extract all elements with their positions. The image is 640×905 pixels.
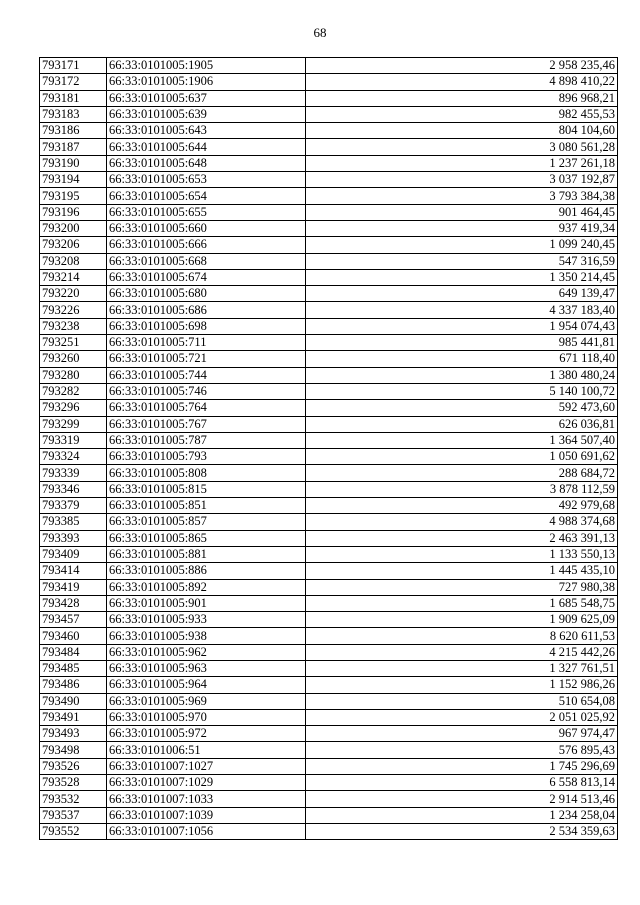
cell-id: 793486 [40,677,107,693]
table-row [40,335,618,351]
cell-value: 592 473,60 [306,400,618,416]
cell-cadastral-number: 66:33:0101005:938 [107,628,306,644]
cell-value: 626 036,81 [306,416,618,432]
cell-cadastral-number: 66:33:0101005:886 [107,563,306,579]
cell-cadastral-number: 66:33:0101005:654 [107,188,306,204]
cell-value: 1 445 435,10 [306,563,618,579]
cell-cadastral-number: 66:33:0101005:639 [107,106,306,122]
cell-cadastral-number: 66:33:0101005:643 [107,123,306,139]
table-row [40,758,618,774]
cell-id: 793457 [40,612,107,628]
cell-cadastral-number: 66:33:0101005:972 [107,726,306,742]
cell-value: 982 455,53 [306,106,618,122]
cell-value: 4 988 374,68 [306,514,618,530]
cell-id: 793208 [40,253,107,269]
cell-id: 793172 [40,74,107,90]
cell-id: 793490 [40,693,107,709]
cell-value: 671 118,40 [306,351,618,367]
cell-cadastral-number: 66:33:0101005:787 [107,432,306,448]
cell-value: 985 441,81 [306,335,618,351]
table-row [40,563,618,579]
cell-id: 793493 [40,726,107,742]
cell-id: 793251 [40,335,107,351]
table-row [40,791,618,807]
cell-value: 1 364 507,40 [306,432,618,448]
cell-cadastral-number: 66:33:0101005:711 [107,335,306,351]
cell-id: 793532 [40,791,107,807]
cell-cadastral-number: 66:33:0101005:653 [107,172,306,188]
cell-cadastral-number: 66:33:0101005:881 [107,546,306,562]
cell-id: 793194 [40,172,107,188]
cell-cadastral-number: 66:33:0101005:764 [107,400,306,416]
cell-cadastral-number: 66:33:0101005:660 [107,220,306,236]
cell-id: 793528 [40,775,107,791]
cell-cadastral-number: 66:33:0101005:808 [107,465,306,481]
table-row [40,595,618,611]
cell-value: 547 316,59 [306,253,618,269]
cell-value: 3 878 112,59 [306,481,618,497]
cell-value: 2 051 025,92 [306,709,618,725]
cell-id: 793491 [40,709,107,725]
cell-cadastral-number: 66:33:0101006:51 [107,742,306,758]
table-body [40,58,618,840]
table-row [40,823,618,839]
table-row [40,90,618,106]
cell-id: 793200 [40,220,107,236]
cell-cadastral-number: 66:33:0101005:964 [107,677,306,693]
cell-id: 793260 [40,351,107,367]
cell-value: 4 215 442,26 [306,644,618,660]
cell-id: 793484 [40,644,107,660]
cell-id: 793379 [40,498,107,514]
cell-cadastral-number: 66:33:0101007:1056 [107,823,306,839]
cell-value: 288 684,72 [306,465,618,481]
cell-value: 1 685 548,75 [306,595,618,611]
table-row [40,546,618,562]
cell-id: 793171 [40,58,107,74]
table-row [40,807,618,823]
table-row [40,612,618,628]
table-row [40,677,618,693]
table-row [40,742,618,758]
cell-value: 1 099 240,45 [306,237,618,253]
table-row [40,709,618,725]
cell-cadastral-number: 66:33:0101005:969 [107,693,306,709]
cell-value: 901 464,45 [306,204,618,220]
cell-id: 793526 [40,758,107,774]
cell-id: 793190 [40,155,107,171]
cell-id: 793428 [40,595,107,611]
table-row [40,139,618,155]
cell-cadastral-number: 66:33:0101005:1905 [107,58,306,74]
cell-value: 896 968,21 [306,90,618,106]
cell-cadastral-number: 66:33:0101005:851 [107,498,306,514]
cell-cadastral-number: 66:33:0101007:1027 [107,758,306,774]
table-row [40,644,618,660]
cell-value: 576 895,43 [306,742,618,758]
cell-value: 1 133 550,13 [306,546,618,562]
cell-cadastral-number: 66:33:0101007:1029 [107,775,306,791]
cell-id: 793409 [40,546,107,562]
cell-cadastral-number: 66:33:0101005:698 [107,318,306,334]
cell-value: 492 979,68 [306,498,618,514]
cell-value: 1 350 214,45 [306,269,618,285]
cell-value: 727 980,38 [306,579,618,595]
table-row [40,530,618,546]
cell-id: 793339 [40,465,107,481]
table-row [40,449,618,465]
cell-value: 1 234 258,04 [306,807,618,823]
table-row [40,106,618,122]
cell-value: 1 327 761,51 [306,660,618,676]
cell-id: 793485 [40,660,107,676]
table-row [40,204,618,220]
cell-id: 793183 [40,106,107,122]
table-row [40,155,618,171]
table-row [40,432,618,448]
table-row [40,416,618,432]
cadastral-value-table [39,57,618,840]
table-row [40,318,618,334]
cell-cadastral-number: 66:33:0101005:815 [107,481,306,497]
page-number: 68 [313,25,327,40]
table-row [40,628,618,644]
cell-value: 1 050 691,62 [306,449,618,465]
cell-value: 6 558 813,14 [306,775,618,791]
table-row [40,498,618,514]
cell-id: 793238 [40,318,107,334]
cell-id: 793393 [40,530,107,546]
cell-id: 793537 [40,807,107,823]
cell-id: 793419 [40,579,107,595]
cell-value: 4 337 183,40 [306,302,618,318]
table-row [40,302,618,318]
cell-cadastral-number: 66:33:0101005:767 [107,416,306,432]
cell-id: 793196 [40,204,107,220]
cell-cadastral-number: 66:33:0101005:666 [107,237,306,253]
cell-id: 793282 [40,383,107,399]
table-row [40,188,618,204]
cell-id: 793324 [40,449,107,465]
cell-value: 937 419,34 [306,220,618,236]
table-row [40,58,618,74]
cell-cadastral-number: 66:33:0101005:637 [107,90,306,106]
cell-value: 4 898 410,22 [306,74,618,90]
cell-id: 793552 [40,823,107,839]
table-row [40,514,618,530]
cell-cadastral-number: 66:33:0101005:793 [107,449,306,465]
table-row [40,220,618,236]
cell-value: 1 745 296,69 [306,758,618,774]
cell-value: 1 954 074,43 [306,318,618,334]
table-row [40,726,618,742]
table-row [40,351,618,367]
table-row [40,579,618,595]
cell-id: 793296 [40,400,107,416]
cell-value: 8 620 611,53 [306,628,618,644]
table-row [40,481,618,497]
table-row [40,269,618,285]
table-row [40,253,618,269]
table-row [40,74,618,90]
cell-id: 793346 [40,481,107,497]
cell-value: 2 914 513,46 [306,791,618,807]
cell-cadastral-number: 66:33:0101005:746 [107,383,306,399]
cell-value: 2 463 391,13 [306,530,618,546]
table-row [40,660,618,676]
cell-cadastral-number: 66:33:0101005:644 [107,139,306,155]
cell-value: 5 140 100,72 [306,383,618,399]
cell-value: 2 958 235,46 [306,58,618,74]
cell-cadastral-number: 66:33:0101005:680 [107,286,306,302]
cell-cadastral-number: 66:33:0101005:686 [107,302,306,318]
cell-cadastral-number: 66:33:0101005:721 [107,351,306,367]
table-row [40,465,618,481]
cell-id: 793385 [40,514,107,530]
cell-value: 1 237 261,18 [306,155,618,171]
cell-id: 793414 [40,563,107,579]
cell-value: 3 793 384,38 [306,188,618,204]
cell-value: 1 152 986,26 [306,677,618,693]
cell-cadastral-number: 66:33:0101005:1906 [107,74,306,90]
cell-cadastral-number: 66:33:0101005:963 [107,660,306,676]
cell-cadastral-number: 66:33:0101005:674 [107,269,306,285]
table-row [40,237,618,253]
cell-id: 793319 [40,432,107,448]
cell-id: 793186 [40,123,107,139]
cell-cadastral-number: 66:33:0101005:648 [107,155,306,171]
cell-value: 1 909 625,09 [306,612,618,628]
cell-id: 793299 [40,416,107,432]
cell-id: 793460 [40,628,107,644]
cell-id: 793498 [40,742,107,758]
cell-cadastral-number: 66:33:0101005:744 [107,367,306,383]
cell-cadastral-number: 66:33:0101005:668 [107,253,306,269]
cell-value: 649 139,47 [306,286,618,302]
cell-cadastral-number: 66:33:0101007:1039 [107,807,306,823]
cell-value: 967 974,47 [306,726,618,742]
cell-id: 793187 [40,139,107,155]
cell-value: 510 654,08 [306,693,618,709]
table-row [40,286,618,302]
table-row [40,693,618,709]
cell-id: 793226 [40,302,107,318]
cell-cadastral-number: 66:33:0101007:1033 [107,791,306,807]
table-row [40,172,618,188]
table-row [40,775,618,791]
cell-cadastral-number: 66:33:0101005:933 [107,612,306,628]
cell-cadastral-number: 66:33:0101005:901 [107,595,306,611]
cell-cadastral-number: 66:33:0101005:962 [107,644,306,660]
cell-value: 3 080 561,28 [306,139,618,155]
cell-cadastral-number: 66:33:0101005:865 [107,530,306,546]
cell-id: 793220 [40,286,107,302]
table-row [40,400,618,416]
cell-id: 793206 [40,237,107,253]
cell-cadastral-number: 66:33:0101005:655 [107,204,306,220]
table-row [40,383,618,399]
cell-value: 3 037 192,87 [306,172,618,188]
table-row [40,367,618,383]
cell-value: 2 534 359,63 [306,823,618,839]
cell-id: 793280 [40,367,107,383]
cell-cadastral-number: 66:33:0101005:857 [107,514,306,530]
cell-id: 793195 [40,188,107,204]
cell-value: 804 104,60 [306,123,618,139]
cell-value: 1 380 480,24 [306,367,618,383]
cell-id: 793181 [40,90,107,106]
table-row [40,123,618,139]
cell-id: 793214 [40,269,107,285]
cell-cadastral-number: 66:33:0101005:892 [107,579,306,595]
cell-cadastral-number: 66:33:0101005:970 [107,709,306,725]
